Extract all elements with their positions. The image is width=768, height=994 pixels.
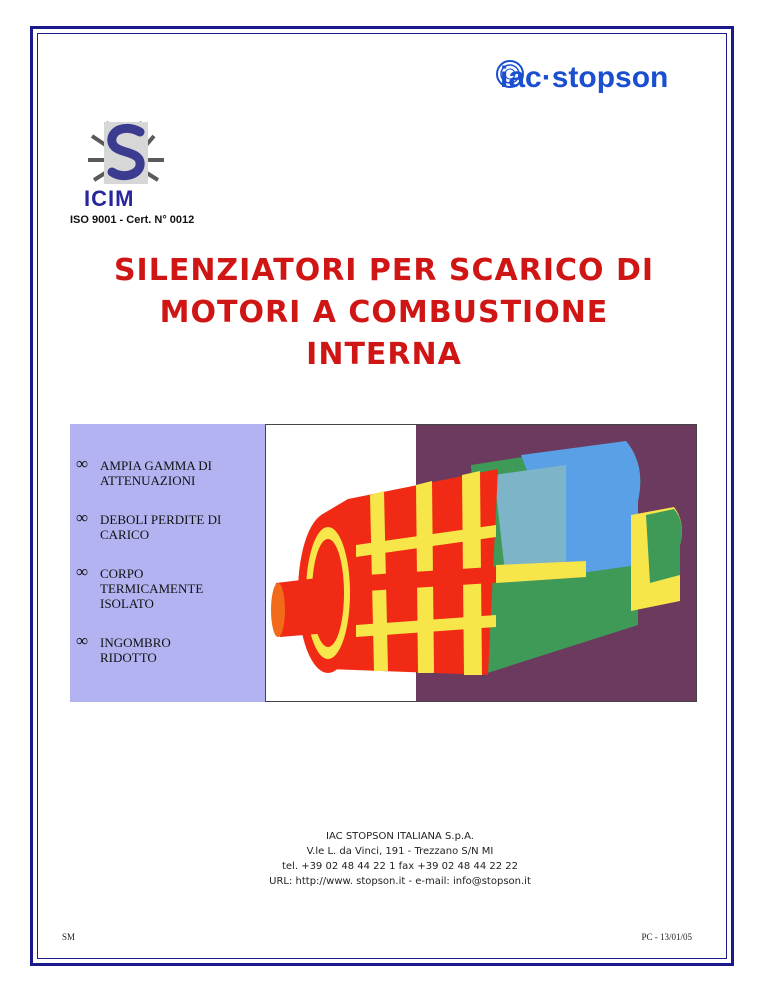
feature-text: INGOMBRO: [100, 635, 171, 650]
company-info: [180, 829, 620, 889]
infinity-bullet-icon: ∞: [76, 508, 89, 527]
title-line: INTERNA: [306, 337, 462, 372]
silencer-render: [265, 424, 697, 702]
features-panel: [70, 424, 266, 702]
infinity-bullet-icon: ∞: [76, 562, 89, 581]
feature-text: RIDOTTO: [100, 650, 157, 665]
company-address: V.le L. da Vinci, 191 - Trezzano S/N MI: [306, 846, 494, 857]
feature-item: [70, 454, 266, 488]
certification-line: ISO 9001 - Cert. N° 0012: [70, 214, 195, 226]
feature-text: DEBOLI PERDITE DI: [100, 512, 222, 527]
title-line: MOTORI A COMBUSTIONE: [159, 295, 609, 330]
ring-logo-icon: [494, 52, 700, 102]
feature-text: ATTENUAZIONI: [100, 473, 196, 488]
brand-logo: [494, 52, 700, 102]
footer-left: SM: [62, 932, 76, 942]
title-line: SILENZIATORI PER SCARICO DI: [113, 253, 655, 288]
company-name: IAC STOPSON ITALIANA S.p.A.: [326, 831, 474, 842]
feature-text: CORPO: [100, 566, 144, 581]
document-title: [60, 250, 708, 376]
brand-logo-text: iac·stopson: [500, 61, 669, 94]
certification-name: ICIM: [84, 186, 135, 211]
feature-text: AMPIA GAMMA DI: [100, 458, 212, 473]
company-web: URL: http://www. stopson.it - e-mail: info@stopson.it: [269, 876, 531, 887]
infinity-bullet-icon: ∞: [76, 454, 89, 473]
footer-right: PC - 13/01/05: [641, 932, 692, 942]
feature-item: [70, 562, 266, 611]
feature-text: ISOLATO: [100, 596, 154, 611]
feature-text: TERMICAMENTE: [100, 581, 204, 596]
feature-text: CARICO: [100, 527, 150, 542]
certification-mark: [70, 116, 200, 230]
infinity-bullet-icon: ∞: [76, 631, 89, 650]
silencer-thermal-render-icon: [266, 425, 696, 701]
feature-item: [70, 631, 266, 665]
company-phone: tel. +39 02 48 44 22 1 fax +39 02 48 44 22 22: [281, 861, 518, 872]
feature-item: [70, 508, 266, 542]
